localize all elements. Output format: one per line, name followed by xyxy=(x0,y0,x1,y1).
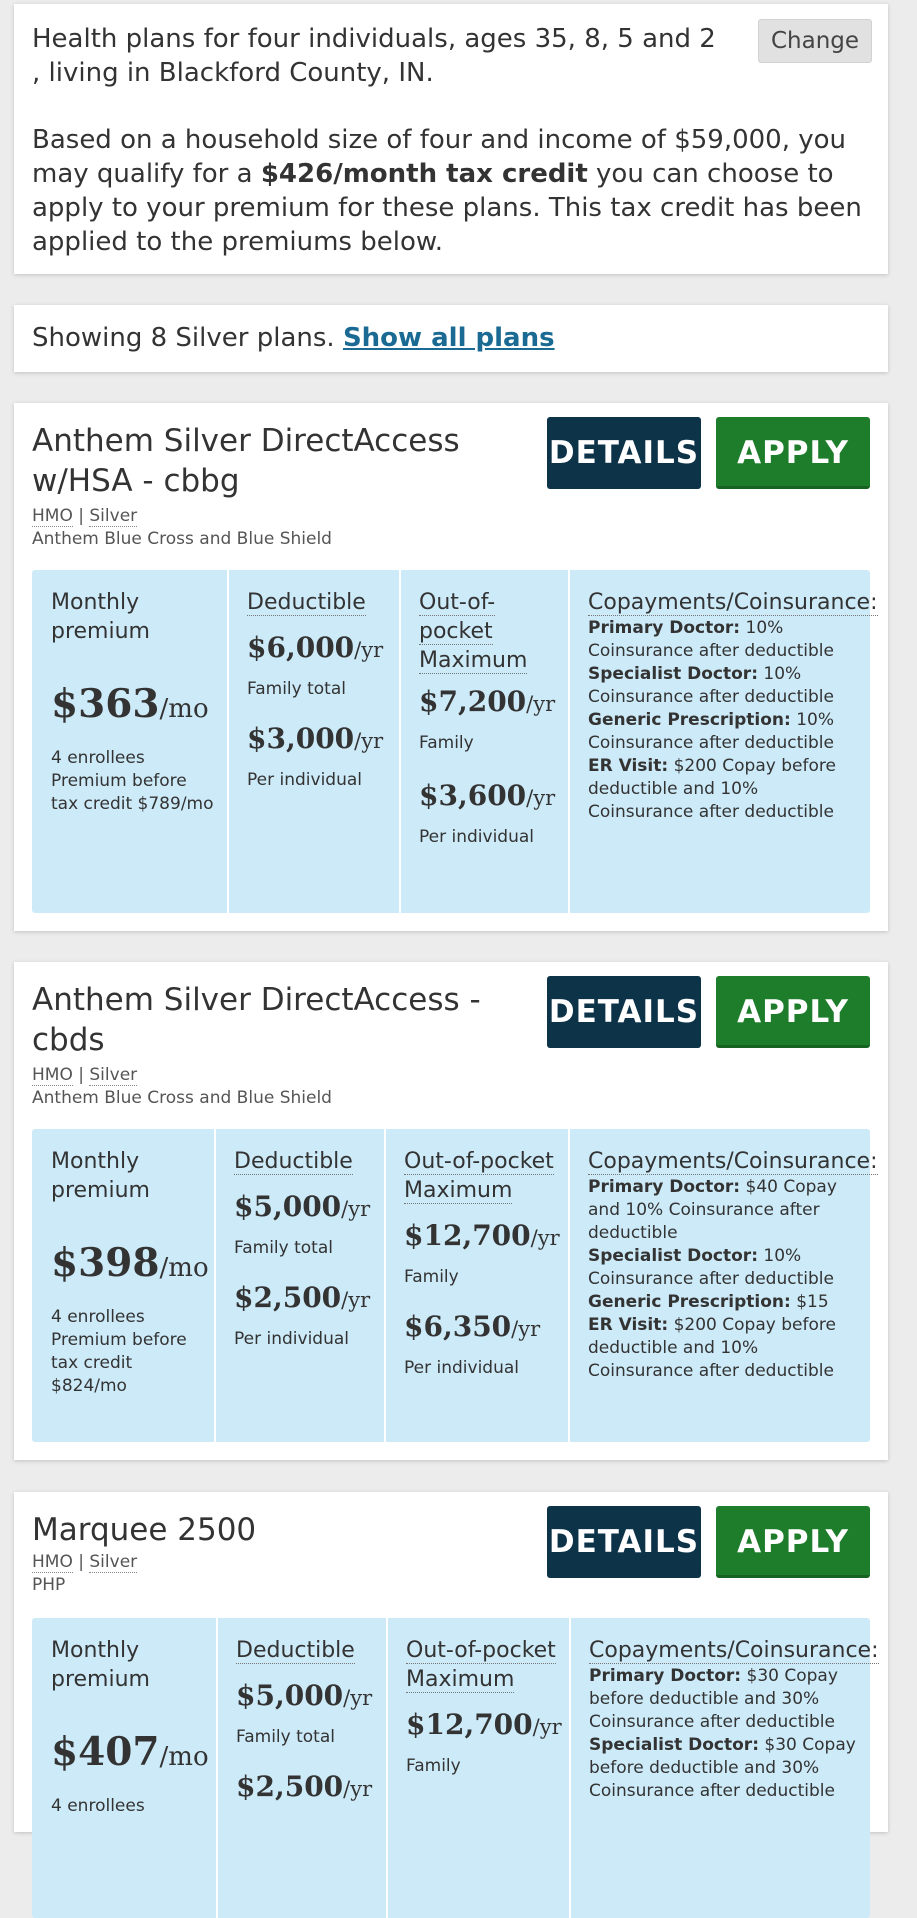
plan-title: Marquee 2500 xyxy=(32,1512,257,1548)
plan-metal-level[interactable]: Silver xyxy=(89,506,138,526)
plan-cost-grid xyxy=(32,570,878,913)
oop-individual-label: Per individual xyxy=(419,827,534,847)
monthly-premium-column xyxy=(32,570,227,913)
copay-label: Copayments/Coinsurance: xyxy=(589,1638,879,1663)
plan-type-metal xyxy=(32,1551,137,1574)
deductible-label: Deductible xyxy=(247,590,366,615)
oop-individual-value: $6,350/yr xyxy=(404,1310,541,1343)
apply-button[interactable]: APPLY xyxy=(716,417,870,489)
deductible-label: Deductible xyxy=(236,1638,355,1663)
meta-separator: | xyxy=(78,506,84,526)
plan-issuer: PHP xyxy=(32,1575,66,1595)
plan-issuer: Anthem Blue Cross and Blue Shield xyxy=(32,1088,332,1108)
plan-type-metal xyxy=(32,505,137,528)
monthly-premium-column xyxy=(32,1129,214,1442)
primary-doctor-copay: Primary Doctor: 10% Coinsurance after deductible xyxy=(588,618,834,661)
plan-type-metal xyxy=(32,1064,137,1087)
monthly-premium-label: Monthly premium xyxy=(51,1638,150,1692)
plan-issuer: Anthem Blue Cross and Blue Shield xyxy=(32,529,332,549)
tax-credit-amount: $426/month tax credit xyxy=(260,159,588,189)
plan-card xyxy=(14,1492,888,1832)
plan-type[interactable]: HMO xyxy=(32,1065,73,1085)
oop-max-label: Out-of-pocket Maximum xyxy=(406,1638,556,1692)
oop-family-value: $7,200/yr xyxy=(419,685,556,718)
plan-title: Anthem Silver DirectAccess w/HSA - cbbg xyxy=(32,423,460,499)
oop-family-label: Family xyxy=(406,1756,461,1776)
oop-family-value: $12,700/yr xyxy=(406,1708,562,1741)
apply-button[interactable]: APPLY xyxy=(716,1506,870,1578)
specialist-copay: Specialist Doctor: $30 Copay before deductible and 30% Coinsurance after deductible xyxy=(589,1735,856,1801)
specialist-copay: Specialist Doctor: 10% Coinsurance after deductible xyxy=(588,664,834,707)
deductible-family-value: $5,000/yr xyxy=(234,1190,371,1223)
tax-credit-suffix: you can choose to apply to your premium for these plans. This tax credit has been applied to the premiums below. xyxy=(32,159,862,257)
details-button[interactable]: DETAILS xyxy=(547,417,701,489)
plan-cost-grid xyxy=(32,1129,878,1442)
er-visit-copay: ER Visit: $200 Copay before deductible and 10% Coinsurance after deductible xyxy=(588,1315,836,1381)
deductible-label: Deductible xyxy=(234,1149,353,1174)
plan-metal-level[interactable]: Silver xyxy=(89,1552,138,1572)
change-button[interactable]: Change xyxy=(758,19,872,63)
deductible-column xyxy=(216,1618,386,1918)
copay-label: Copayments/Coinsurance: xyxy=(588,1149,878,1174)
deductible-family-value: $6,000/yr xyxy=(247,631,384,664)
plan-card xyxy=(14,962,888,1460)
monthly-premium-value: $407/mo xyxy=(51,1729,209,1775)
monthly-premium-column xyxy=(32,1618,216,1918)
plan-count xyxy=(32,305,870,372)
primary-doctor-copay: Primary Doctor: $40 Copay and 10% Coinsurance after deductible xyxy=(588,1177,837,1243)
deductible-column xyxy=(214,1129,384,1442)
copay-column xyxy=(568,1129,878,1442)
tax-credit-prefix: Based on a household size of four and income of $59,000, you may qualify for a xyxy=(32,125,847,189)
oop-max-column xyxy=(399,570,568,913)
oop-max-label: Out-of-pocket Maximum xyxy=(419,590,528,673)
household-summary: Health plans for four individuals, ages 35, 8, 5 and 2 , living in Blackford County, IN. xyxy=(32,24,716,88)
oop-family-label: Family xyxy=(404,1267,459,1287)
premium-before-credit: Premium before tax credit $824/mo xyxy=(51,1330,187,1396)
oop-max-column xyxy=(384,1129,568,1442)
plan-title: Anthem Silver DirectAccess - cbds xyxy=(32,982,481,1058)
plan-card xyxy=(14,403,888,931)
premium-before-credit: Premium before tax credit $789/mo xyxy=(51,771,214,814)
meta-separator: | xyxy=(78,1552,84,1572)
monthly-premium-label: Monthly premium xyxy=(51,1149,150,1203)
deductible-family-label: Family total xyxy=(236,1727,335,1747)
deductible-family-label: Family total xyxy=(234,1238,333,1258)
generic-rx-copay: Generic Prescription: 10% Coinsurance after deductible xyxy=(588,710,835,753)
enrollees-count: 4 enrollees xyxy=(51,1307,145,1327)
er-visit-copay: ER Visit: $200 Copay before deductible and 10% Coinsurance after deductible xyxy=(588,756,836,822)
oop-family-label: Family xyxy=(419,733,474,753)
plan-type[interactable]: HMO xyxy=(32,1552,73,1572)
oop-individual-value: $3,600/yr xyxy=(419,779,556,812)
deductible-individual-value: $3,000/yr xyxy=(247,722,384,755)
apply-button[interactable]: APPLY xyxy=(716,976,870,1048)
enrollees-count: 4 enrollees xyxy=(51,1796,145,1816)
show-all-plans-link[interactable]: Show all plans xyxy=(342,323,555,353)
oop-max-column xyxy=(386,1618,569,1918)
oop-max-label: Out-of-pocket Maximum xyxy=(404,1149,554,1203)
tax-credit-text xyxy=(32,123,872,259)
generic-rx-copay: Generic Prescription: $15 xyxy=(588,1292,829,1312)
copay-column xyxy=(569,1618,879,1918)
deductible-column xyxy=(227,570,399,913)
plan-count-text: Showing 8 Silver plans. xyxy=(32,323,343,353)
plan-cost-grid xyxy=(32,1618,879,1918)
copay-column xyxy=(568,570,878,913)
deductible-family-value: $5,000/yr xyxy=(236,1679,373,1712)
oop-family-value: $12,700/yr xyxy=(404,1219,560,1252)
monthly-premium-label: Monthly premium xyxy=(51,590,150,644)
plan-metal-level[interactable]: Silver xyxy=(89,1065,138,1085)
copay-label: Copayments/Coinsurance: xyxy=(588,590,878,615)
details-button[interactable]: DETAILS xyxy=(547,1506,701,1578)
primary-doctor-copay: Primary Doctor: $30 Copay before deductible and 30% Coinsurance after deductible xyxy=(589,1666,838,1732)
household-summary-card xyxy=(14,4,888,274)
deductible-individual-label: Per individual xyxy=(234,1329,349,1349)
monthly-premium-value: $398/mo xyxy=(51,1240,209,1286)
deductible-individual-value: $2,500/yr xyxy=(234,1281,371,1314)
details-button[interactable]: DETAILS xyxy=(547,976,701,1048)
oop-individual-label: Per individual xyxy=(404,1358,519,1378)
meta-separator: | xyxy=(78,1065,84,1085)
specialist-copay: Specialist Doctor: 10% Coinsurance after deductible xyxy=(588,1246,834,1289)
deductible-individual-label: Per individual xyxy=(247,770,362,790)
enrollees-count: 4 enrollees xyxy=(51,748,145,768)
deductible-family-label: Family total xyxy=(247,679,346,699)
monthly-premium-value: $363/mo xyxy=(51,681,209,727)
plan-count-bar xyxy=(14,305,888,372)
deductible-individual-value: $2,500/yr xyxy=(236,1770,373,1803)
plan-type[interactable]: HMO xyxy=(32,506,73,526)
